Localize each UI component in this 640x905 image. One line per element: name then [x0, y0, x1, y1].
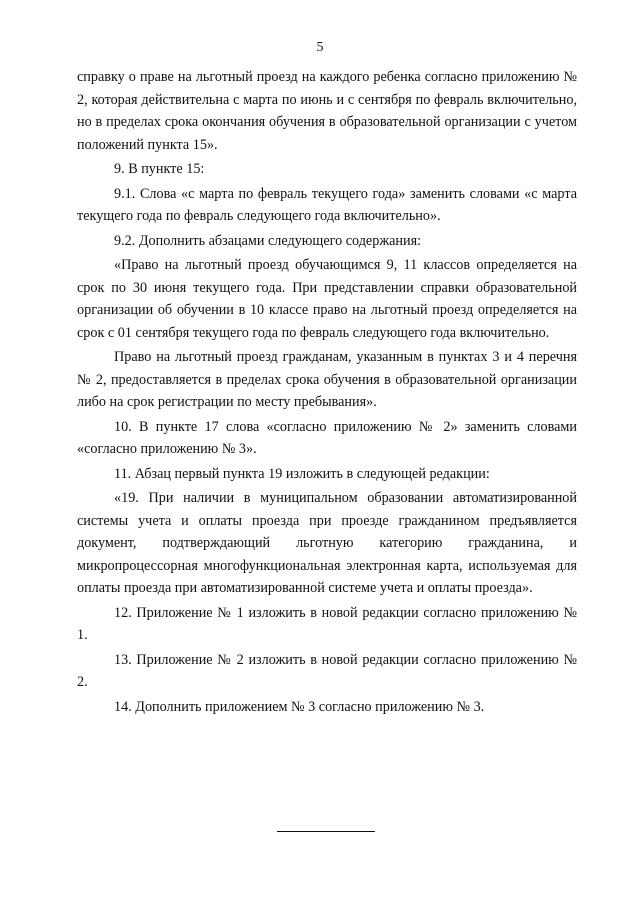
paragraph-item-9-2: 9.2. Дополнить абзацами следующего содержания:: [114, 232, 422, 249]
paragraph-continuation: справку о праве на льготный проезд на каждого ребенка согласно приложению № 2, которая действительна с марта по июнь и с сентября по февраль включительно, но в пределах срока окончания обучения в образовательной организации с учетом положений пункта 15».: [77, 69, 577, 153]
end-divider: [277, 831, 375, 832]
paragraph-item-11: 11. Абзац первый пункта 19 изложить в следующей редакции:: [114, 465, 490, 482]
paragraph-quote-right-citizens: Право на льготный проезд гражданам, указанным в пунктах 3 и 4 перечня № 2, предоставляется в пределах срока обучения в образовательной организации либо на срок регистрации по месту пребывания».: [77, 349, 577, 410]
paragraph-quote-right-students: «Право на льготный проезд обучающимся 9, 11 классов определяется на срок по 30 июня текущего года. При представлении справки образовательной организации об обучении в 10 классе право на льготный проезд определяется на срок с 01 сентября текущего года по февраль следующего года включительно.: [77, 257, 577, 341]
paragraph-item-12: 12. Приложение № 1 изложить в новой редакции согласно приложению № 1.: [77, 604, 577, 643]
paragraph-item-13: 13. Приложение № 2 изложить в новой редакции согласно приложению № 2.: [77, 651, 577, 690]
paragraph-item-14: 14. Дополнить приложением № 3 согласно приложению № 3.: [114, 698, 485, 715]
page-number: 5: [316, 40, 324, 55]
paragraph-item-9: 9. В пункте 15:: [114, 161, 205, 177]
paragraph-item-10: 10. В пункте 17 слова «согласно приложению № 2» заменить словами «согласно приложению № 3».: [77, 418, 577, 457]
paragraph-item-9-1: 9.1. Слова «с марта по февраль текущего года» заменить словами «с марта текущего года по февраль следующего года включительно».: [77, 185, 577, 224]
document-body: [77, 66, 577, 718]
paragraph-quote-item-19: «19. При наличии в муниципальном образовании автоматизированной системы учета и оплаты проезда при проезде гражданином предъявляется документ, подтверждающий льготную категорию гражданина, и микропроцессорная многофункциональная электронная карта, используемая для оплаты проезда при автоматизированной системе учета и оплаты проезда».: [77, 490, 577, 596]
